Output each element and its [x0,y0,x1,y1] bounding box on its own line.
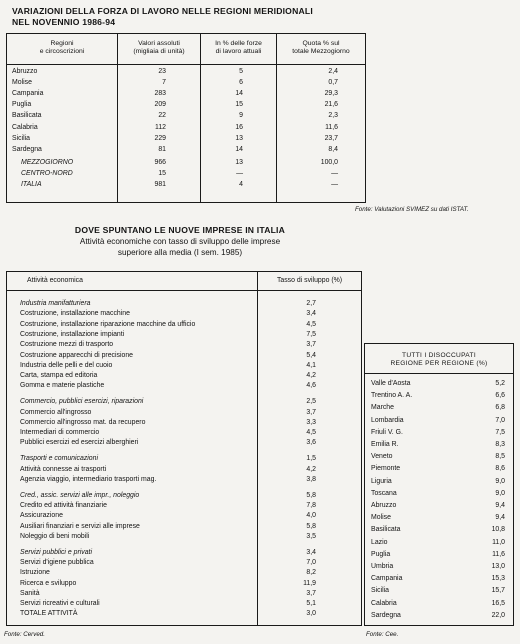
activity-name: Costruzione mezzi di trasporto [20,341,114,349]
growth-rate: 2,5 [306,398,316,406]
quota-value: 2,3 [328,112,338,120]
unemployment-row [365,488,513,500]
growth-rate: 3,4 [306,310,316,318]
quota-value: 2,4 [328,68,338,75]
unemployment-row [365,512,513,524]
unemployment-rate: 6,6 [495,392,505,400]
activity-name: TOTALE ATTIVITÀ [20,610,78,618]
activity-row [7,397,361,407]
unemployment-rate: 7,5 [495,428,505,436]
quota-value: — [331,169,338,177]
growth-rate: 7,5 [306,330,316,338]
absolute-value: 229 [154,134,166,142]
region-name: Liguria [371,477,392,485]
activity-row [7,408,361,418]
absolute-value: 112 [155,123,166,131]
quota-value: 11,6 [325,123,338,131]
growth-rate: 3,6 [306,439,316,447]
table-row [7,100,365,111]
activity-row [7,340,361,350]
growth-rate: 4,5 [306,320,316,328]
unemployment-row [365,610,513,622]
unemployment-rate: 15,7 [491,587,505,595]
table-row [7,67,365,78]
absolute-value: 22 [158,112,166,120]
percent-value: 14 [235,145,243,153]
table2-header-rate: Tasso di sviluppo (%) [276,277,343,284]
activity-name: Noleggio di beni mobili [20,532,90,540]
activity-row [7,599,361,609]
percent-value: 9 [239,112,243,120]
region-name: Campania [371,575,403,583]
region-name: Valle d'Aosta [371,380,411,387]
activity-name: Industria delle pelli e del cuoio [20,361,113,369]
absolute-value: 981 [154,181,166,188]
activity-row [7,320,361,330]
region-name: Abruzzo [371,502,397,509]
unemployment-row [365,561,513,573]
activity-name: Intermediari di commercio [20,429,100,437]
quota-value: 100,0 [320,158,338,166]
activity-row [7,532,361,542]
activity-name: Trasporti e comunicazioni [20,455,98,463]
activity-row [7,309,361,319]
growth-rate: 4,1 [306,361,316,369]
region-name: Sicilia [371,587,389,595]
activity-row [7,454,361,464]
unemployment-rate: 7,0 [495,416,505,424]
region-name: Basilicata [12,112,42,120]
activity-row [7,609,361,619]
unemployment-rate: 11,6 [492,550,505,558]
activity-name: Commercio, pubblici esercizi, riparazioni [20,398,144,406]
growth-rate: 3,7 [306,589,316,597]
percent-value: 15 [235,101,243,109]
activity-name: Commercio all'ingrosso mat. da recupero [20,418,146,426]
table-row [7,134,365,145]
table-row [7,169,365,180]
unemployment-row [365,378,513,390]
table1-header-percent: In % delle forze di lavoro attuali [215,40,262,56]
activity-name: Credito ed attività finanziarie [20,501,107,509]
growth-rate: 4,6 [306,382,316,390]
activity-name: Carta, stampa ed editoria [20,372,98,380]
activity-row [7,475,361,485]
unemployment-row [365,402,513,414]
table2-subtitle-line1: Attività economiche con tasso di sviluppo delle imprese [79,237,281,246]
activity-name: Commercio all'ingrosso [20,408,92,416]
activity-name: Pubblici esercizi ed esercizi alberghieri [20,439,139,447]
region-name: Basilicata [371,526,401,534]
quota-value: 21,6 [324,101,338,109]
activity-row [7,351,361,361]
region-name: Trentino A. A. [371,392,413,400]
activity-row [7,361,361,371]
table2-header-activity: Attività economica [27,277,83,284]
percent-value: 6 [239,79,243,87]
activity-row [7,299,361,309]
table1-header-quota: Quota % sul totale Mezzogiorno [292,40,350,56]
unemployment-rate: 6,8 [495,404,505,412]
activity-row [7,330,361,340]
growth-rate: 7,8 [306,501,316,509]
unemployment-rate: 8,5 [495,453,505,461]
activity-row [7,548,361,558]
growth-rate: 5,8 [306,491,316,499]
unemployment-row [365,500,513,512]
table1-header-region: Regioni e circoscrizioni [39,40,85,56]
unemployment-rate: 5,2 [495,380,505,387]
activity-row [7,511,361,521]
quota-value: 8,4 [328,145,338,153]
activity-name: Ausiliari finanziari e servizi alle imprese [20,522,140,530]
table2-subtitle-line2: superiore alla media (I sem. 1985) [117,248,243,257]
absolute-value: 15 [158,169,166,177]
absolute-value: 7 [162,79,166,87]
table3-title: TUTTI I DISOCCUPATI REGIONE PER REGIONE (%) [390,352,488,368]
table3-source: Fonte: Cee. [366,631,399,638]
activity-name: Servizi d'igiene pubblica [20,558,94,566]
unemployment-rate: 9,4 [495,514,505,522]
table2-title: DOVE SPUNTANO LE NUOVE IMPRESE IN ITALIA [74,225,286,235]
activity-name: Ricerca e sviluppo [20,579,77,587]
region-name: Molise [12,79,32,87]
unemployment-row [365,598,513,610]
activity-row [7,501,361,511]
table1-title-line2: NEL NOVENNIO 1986-94 [12,17,116,27]
table-row [7,123,365,134]
table-row [7,180,365,191]
activity-row [7,465,361,475]
absolute-value: 23 [158,68,166,75]
growth-rate: 7,0 [306,558,316,566]
unemployment-row [365,537,513,549]
table3-body [365,378,513,625]
activity-row [7,438,361,448]
percent-value: 16 [235,123,243,131]
unemployment-row [365,463,513,475]
table1-header-absolute: Valori assoluti (migliaia di unità) [133,40,185,56]
unemployment-rate: 9,4 [495,502,505,509]
region-name: Marche [371,404,394,412]
growth-rate: 4,0 [306,512,316,520]
table-row [7,158,365,169]
region-name: Friuli V. G. [371,428,403,436]
activity-row [7,381,361,391]
activity-row [7,568,361,578]
activity-name: Industria manifatturiera [20,300,91,307]
unemployment-rate: 9,0 [495,489,505,497]
region-name: Lombardia [371,416,404,424]
growth-rate: 1,5 [306,455,316,463]
absolute-value: 81 [158,145,166,153]
unemployment-row [365,549,513,561]
region-name: Emilia R. [371,441,399,448]
unemployment-rate: 10,8 [491,526,505,534]
region-name: Toscana [371,489,397,497]
quota-value: — [331,181,338,188]
growth-rate: 3,8 [306,475,316,483]
absolute-value: 283 [154,90,166,98]
activity-row [7,558,361,568]
table3-frame [364,343,514,626]
activity-row [7,428,361,438]
unemployment-rate: 15,3 [491,575,505,583]
activity-name: Costruzione apparecchi di precisione [20,351,133,359]
activity-name: Assicurazione [20,512,63,520]
percent-value: 4 [239,181,243,188]
activity-name: Istruzione [20,569,50,577]
quota-value: 23,7 [324,134,338,142]
table1-body [7,67,365,202]
region-name: CENTRO-NORD [21,169,73,177]
unemployment-rate: 13,0 [491,563,505,570]
activity-name: Costruzione, installazione riparazione macchine da ufficio [20,320,196,328]
activity-row [7,589,361,599]
growth-rate: 3,0 [306,610,316,618]
table2-source: Fonte: Cerved. [4,631,45,638]
region-name: Piemonte [371,465,401,473]
table2-frame [6,271,362,626]
absolute-value: 966 [154,158,166,166]
quota-value: 29,3 [324,90,338,98]
unemployment-row [365,585,513,597]
region-name: Puglia [371,550,391,558]
unemployment-row [365,390,513,402]
percent-value: 13 [235,158,243,166]
growth-rate: 3,3 [306,418,316,426]
growth-rate: 5,1 [306,600,316,608]
unemployment-row [365,573,513,585]
region-name: ITALIA [21,181,42,188]
activity-name: Costruzione, installazione impianti [20,330,125,338]
quota-value: 0,7 [328,79,338,87]
absolute-value: 209 [154,101,166,109]
unemployment-rate: 8,6 [495,465,505,473]
percent-value: 14 [235,90,243,98]
activity-row [7,491,361,501]
growth-rate: 2,7 [306,300,316,307]
region-name: Molise [371,514,391,522]
unemployment-row [365,476,513,488]
growth-rate: 3,4 [306,548,316,556]
unemployment-rate: 8,3 [495,441,505,448]
growth-rate: 4,2 [306,465,316,473]
percent-value: 13 [235,134,243,142]
unemployment-rate: 16,5 [491,599,505,607]
growth-rate: 3,7 [306,408,316,416]
activity-row [7,579,361,589]
growth-rate: 3,5 [306,532,316,540]
unemployment-rate: 11,0 [492,538,505,546]
activity-row [7,418,361,428]
activity-name: Agenzia viaggio, intermediario trasporti mag. [20,475,157,483]
activity-name: Attività connesse ai trasporti [20,465,107,473]
growth-rate: 8,2 [306,569,316,577]
table1-title-line1: VARIAZIONI DELLA FORZA DI LAVORO NELLE REGIONI MERIDIONALI [12,6,313,16]
region-name: Puglia [12,101,32,109]
activity-name: Servizi ricreativi e culturali [20,600,100,608]
unemployment-row [365,439,513,451]
growth-rate: 4,2 [306,372,316,380]
unemployment-row [365,427,513,439]
table-row [7,78,365,89]
table-row [7,89,365,100]
table1-source: Fonte: Valutazioni SVIMEZ su dati ISTAT. [355,206,469,213]
growth-rate: 3,7 [306,341,316,349]
activity-row [7,371,361,381]
region-name: Umbria [371,563,394,570]
table2-body [7,299,361,625]
growth-rate: 11,9 [303,579,316,587]
percent-value: 5 [239,68,243,75]
activity-row [7,522,361,532]
table-row [7,145,365,156]
table1-frame [6,33,366,203]
region-name: Sardegna [371,611,401,619]
growth-rate: 5,8 [306,522,316,530]
region-name: Sardegna [12,145,42,153]
activity-name: Sanità [20,589,40,597]
activity-name: Cred., assic. servizi alle impr., noleggio [20,491,140,499]
unemployment-row [365,415,513,427]
region-name: Lazio [371,538,388,546]
activity-name: Costruzione, installazione macchine [20,310,130,318]
growth-rate: 5,4 [306,351,316,359]
region-name: Campania [12,90,44,98]
region-name: Calabria [371,599,397,607]
table-row [7,111,365,122]
unemployment-row [365,524,513,536]
region-name: MEZZOGIORNO [21,158,74,166]
activity-name: Gomma e materie plastiche [20,382,105,390]
region-name: Veneto [371,453,393,461]
region-name: Sicilia [12,134,30,142]
unemployment-rate: 9,0 [495,477,505,485]
growth-rate: 4,5 [306,429,316,437]
percent-value: — [236,169,243,177]
region-name: Calabria [12,123,38,131]
activity-name: Servizi pubblici e privati [20,548,92,556]
unemployment-rate: 22,0 [491,611,505,619]
region-name: Abruzzo [12,68,38,75]
unemployment-row [365,451,513,463]
